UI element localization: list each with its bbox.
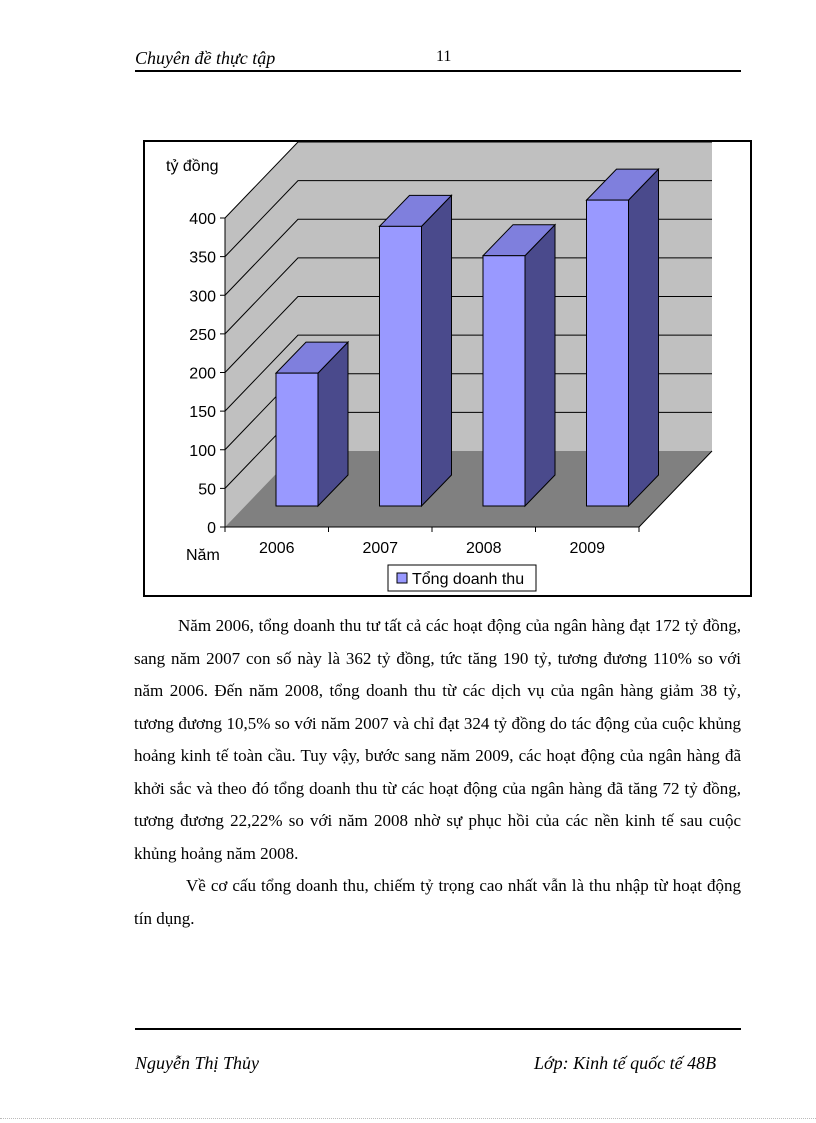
footer-rule	[135, 1028, 741, 1030]
x-tick-label: 2006	[258, 540, 295, 557]
bar-2006	[276, 342, 348, 506]
y-tick-label: 350	[189, 249, 216, 267]
x-tick-label: 2008	[465, 540, 502, 557]
header-title: Chuyên đề thực tập	[135, 48, 276, 68]
bar-2007	[380, 195, 452, 506]
bar-front	[276, 373, 318, 506]
x-tick-label: 2007	[362, 540, 399, 557]
footer-author: Nguyễn Thị Thủy	[135, 1053, 259, 1073]
revenue-chart	[143, 140, 752, 597]
x-tick-label: 2009	[569, 540, 606, 557]
bar-2008	[483, 225, 555, 506]
paragraph-1: Năm 2006, tổng doanh thu tư tất cả các hoạt động của ngân hàng đạt 172 tỷ đồng, sang năm 2007 con số này là 362 tỷ đồng, tức tăng 190 tỷ, tương đương 110% so với năm 2006. Đến năm 2008, tổng doanh thu từ các dịch vụ của ngân hàng giảm 38 tỷ, tương đương 10,5% so với năm 2007 và chỉ đạt 324 tỷ đồng do tác động của cuộc khủng hoảng kinh tế toàn cầu. Tuy vậy, bước sang năm 2009, các hoạt động của ngân hàng đã khởi sắc và theo đó tổng doanh thu từ các hoạt động của ngân hàng đã tăng 72 tỷ đồng, tương đương 22,22% so với năm 2008 nhờ sự phục hồi của các nền kinh tế sau cuộc khủng hoảng năm 2008.	[134, 616, 741, 863]
bar-side	[525, 225, 555, 506]
bar-front	[483, 256, 525, 506]
y-tick-label: 250	[189, 326, 216, 344]
legend-label: Tổng doanh thu	[412, 571, 525, 588]
page-bottom-edge	[0, 1118, 816, 1119]
y-tick-label: 300	[189, 288, 216, 306]
footer-class: Lớp: Kinh tế quốc tế 48B	[534, 1053, 717, 1073]
body-text	[134, 610, 741, 935]
x-axis-label: Năm	[186, 547, 220, 564]
y-tick-label: 150	[189, 404, 216, 422]
y-axis-label: tỷ đồng	[166, 158, 219, 175]
bar-side	[629, 169, 659, 506]
bar-front	[587, 200, 629, 506]
page-number: 11	[436, 48, 452, 65]
y-tick-label: 400	[189, 211, 216, 228]
bar-front	[380, 226, 422, 506]
y-tick-label: 50	[198, 481, 216, 499]
legend-swatch	[397, 573, 407, 583]
y-tick-label: 200	[189, 365, 216, 383]
bar-side	[422, 195, 452, 506]
bar-2009	[587, 169, 659, 506]
header-rule	[135, 70, 741, 72]
y-tick-label: 0	[207, 520, 216, 537]
paragraph-2: Về cơ cấu tổng doanh thu, chiếm tỷ trọng cao nhất vẫn là thu nhập từ hoạt động tín dụng.	[134, 876, 741, 928]
y-tick-label: 100	[189, 442, 216, 460]
